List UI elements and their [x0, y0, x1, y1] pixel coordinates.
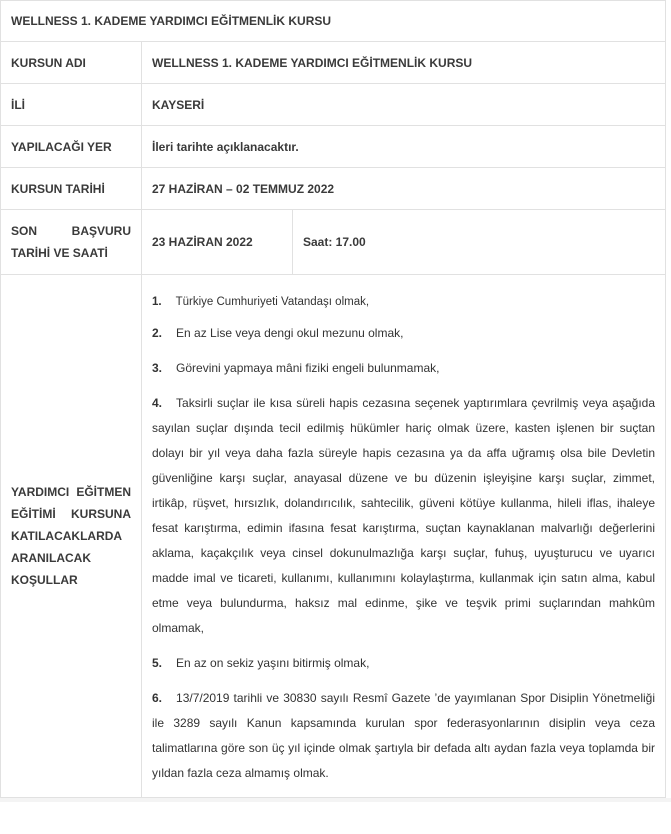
condition-number: 4.: [152, 395, 163, 410]
conditions-label-line1: YARDIMCI EĞİTMEN: [11, 485, 131, 499]
row-venue: [1, 126, 666, 168]
condition-text: Türkiye Cumhuriyeti Vatandaşı olmak,: [175, 295, 370, 308]
condition-text: 13/7/2019 tarihli ve 30830 sayılı Resmî Gazete ’de yayımlanan Spor Disiplin Yönetmeliği ile 3289 sayılı Kanun kapsamında kurulan spor federasyonlarının disiplin veya ceza talimatlarına göre son üç yıl içinde olmak şartıyla bir defada altı aydan fazla veya toplamda bir yıldan fazla ceza almamış olmak.: [152, 690, 656, 780]
condition-item-1: [152, 289, 655, 315]
condition-item-3: [152, 356, 655, 381]
conditions-list: [142, 275, 666, 798]
condition-number: 3.: [152, 360, 163, 375]
condition-text: En az Lise veya dengi okul mezunu olmak,: [176, 325, 404, 340]
deadline-label: [1, 210, 142, 275]
condition-item-6: [152, 686, 655, 786]
conditions-label-line5: KOŞULLAR: [11, 573, 78, 587]
condition-number: 2.: [152, 325, 163, 340]
condition-text: Taksirli suçlar ile kısa süreli hapis cezasına seçenek yaptırımlara çevrilmiş veya aşağıda sayılan suçlar dışında tecil edilmiş hükümler hariç olmak üzere, kasten işlenen bir suçtan dolayı bir yıl veya daha fazla süreyle hapis cezasına ya da affa uğramış olsa bile Devletin güvenliğine karşı suçlar, anayasal düzene ve bu düzenin işleyişine karşı suçlar, zimmet, irtikâp, rüşvet, hırsızlık, dolandırıcılık, sahtecilik, güveni kötüye kullanma, hileli iflas, ihaleye fesat karıştırma, edimin ifasına fesat karıştırma, suçtan kaynaklanan malvarlığı değerlerini aklama, kaçakçılık veya cinsel dokunulmazlığa karşı suçlar, fuhuş, uyuşturucu ve uyarıcı madde imal ve ticareti, kullanımı, kullanımını kolaylaştırma, kullanmak için satın alma, kabul etme veya bulundurma, haksız mal edinme, şike ve teşvik primi suçlarından mahkûm olmamak,: [152, 395, 656, 635]
row-course-date: [1, 168, 666, 210]
deadline-label-line1: SON BAŞVURU: [11, 224, 131, 238]
deadline-label-line2: TARİHİ VE SAATİ: [11, 246, 108, 260]
row-course-name: [1, 42, 666, 84]
row-province: [1, 84, 666, 126]
deadline-time-value: Saat: 17.00: [293, 210, 666, 275]
venue-label: YAPILACAĞI YER: [1, 126, 142, 168]
condition-number: 6.: [152, 690, 163, 705]
province-label: İLİ: [1, 84, 142, 126]
conditions-label-line2: EĞİTİMİ KURSUNA: [11, 507, 131, 521]
bottom-strip: [0, 798, 671, 802]
course-date-label: KURSUN TARİHİ: [1, 168, 142, 210]
row-deadline: [1, 210, 666, 275]
header-row: [1, 1, 666, 42]
course-name-label: KURSUN ADI: [1, 42, 142, 84]
course-name-value: WELLNESS 1. KADEME YARDIMCI EĞİTMENLİK KURSU: [142, 42, 666, 84]
venue-value: İleri tarihte açıklanacaktır.: [142, 126, 666, 168]
condition-text: En az on sekiz yaşını bitirmiş olmak,: [176, 655, 370, 670]
deadline-date-value: 23 HAZİRAN 2022: [142, 210, 293, 275]
course-header: WELLNESS 1. KADEME YARDIMCI EĞİTMENLİK KURSU: [1, 1, 666, 42]
condition-item-4: [152, 391, 655, 641]
row-conditions: [1, 275, 666, 798]
conditions-label-line3: KATILACAKLARDA: [11, 529, 123, 543]
conditions-label-line4: ARANILACAK: [11, 551, 91, 565]
condition-item-5: [152, 651, 655, 676]
conditions-label: [1, 275, 142, 798]
condition-number: 1.: [152, 295, 162, 308]
province-value: KAYSERİ: [142, 84, 666, 126]
condition-item-2: [152, 321, 655, 346]
condition-number: 5.: [152, 655, 163, 670]
condition-text: Görevini yapmaya mâni fiziki engeli bulunmamak,: [176, 360, 440, 375]
course-date-value: 27 HAZİRAN – 02 TEMMUZ 2022: [142, 168, 666, 210]
